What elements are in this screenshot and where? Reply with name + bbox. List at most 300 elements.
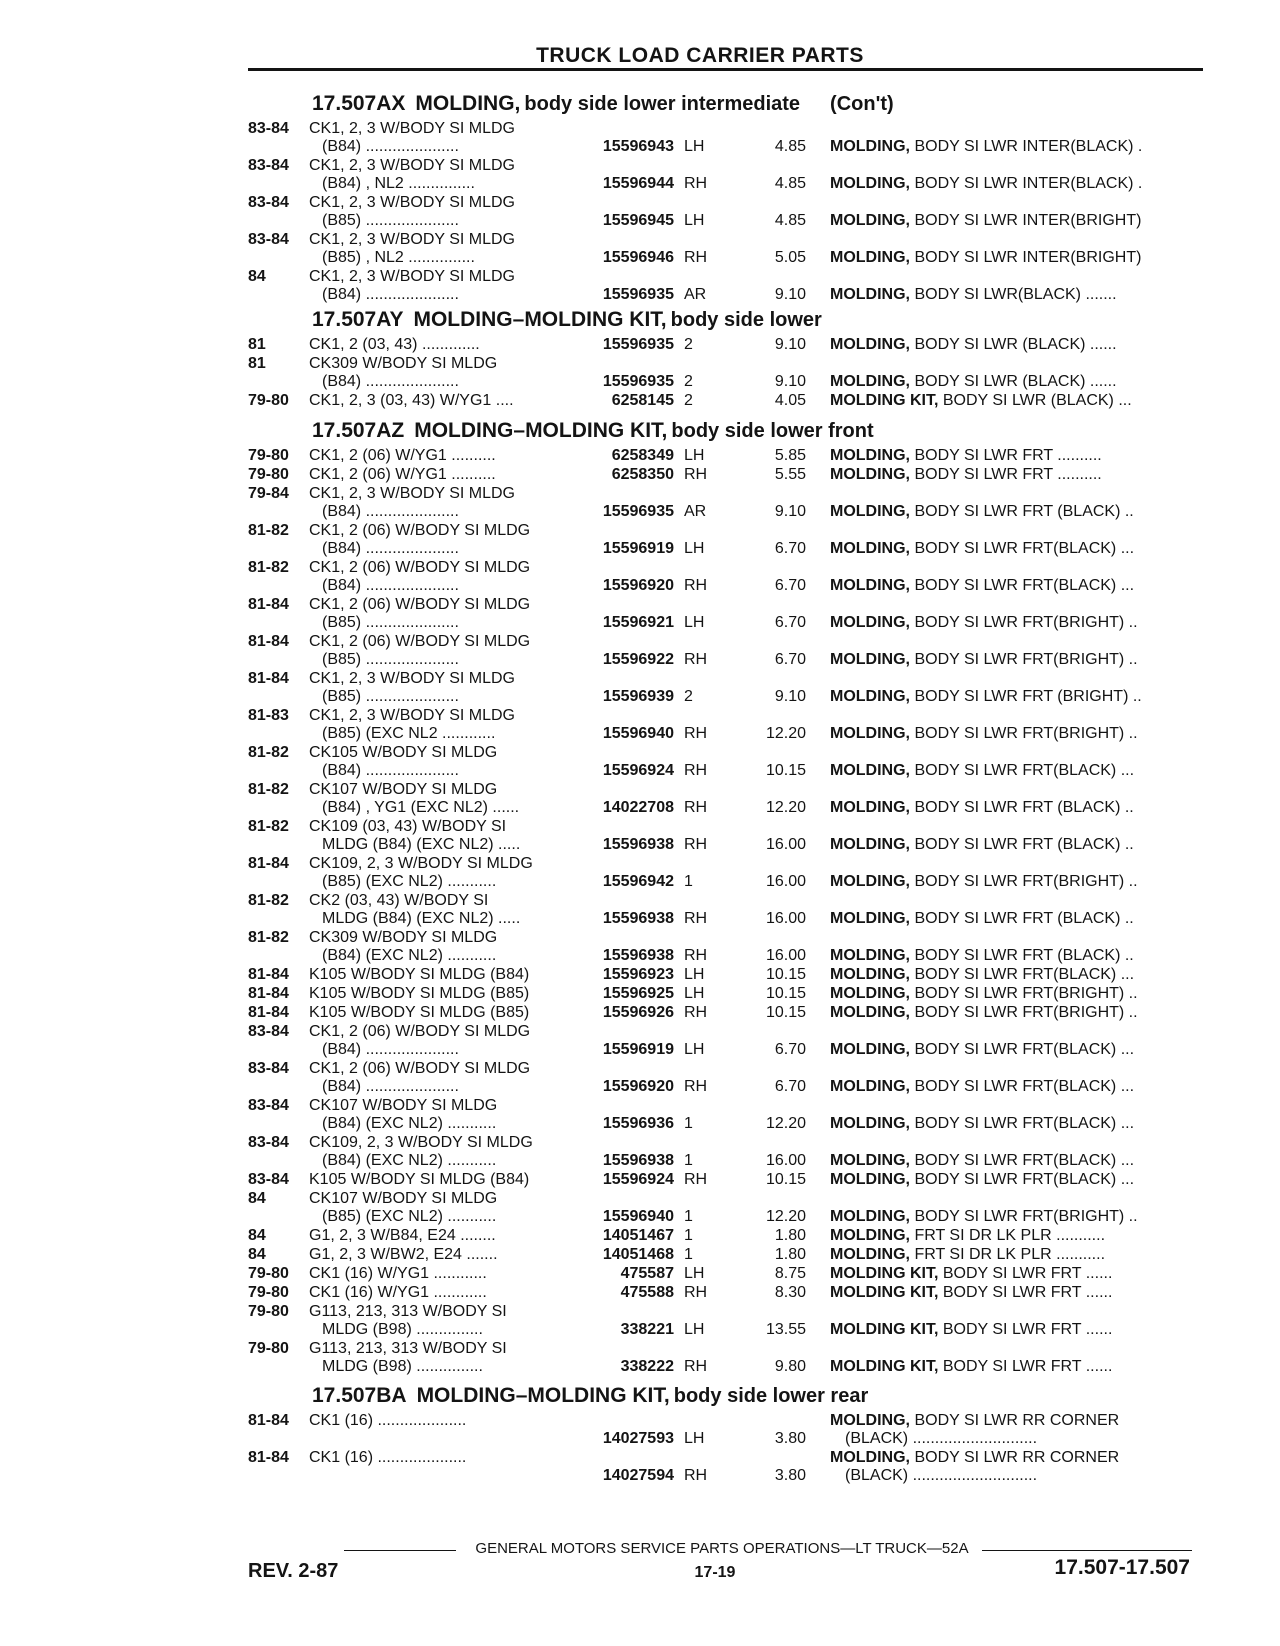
part-number: 15596923 bbox=[602, 966, 674, 983]
part-description bbox=[830, 1171, 1190, 1189]
list-price: 6.70 bbox=[774, 1078, 806, 1095]
model-year: 81-84 bbox=[248, 1004, 289, 1021]
part-description bbox=[830, 540, 1190, 558]
list-price: 6.70 bbox=[774, 1041, 806, 1058]
part-name: MOLDING, bbox=[830, 1115, 910, 1132]
part-number: 15596919 bbox=[602, 540, 674, 557]
quantity: 1 bbox=[684, 1208, 693, 1225]
part-number: 15596935 bbox=[602, 286, 674, 303]
part-name: MOLDING, bbox=[830, 947, 910, 964]
model-application: CK109, 2, 3 W/BODY SI MLDG bbox=[309, 1134, 533, 1151]
model-application: MLDG (B84) (EXC NL2) ..... bbox=[322, 910, 521, 927]
part-description bbox=[830, 138, 1190, 156]
model-year: 79-80 bbox=[248, 1265, 289, 1282]
part-description bbox=[830, 836, 1190, 854]
part-name: MOLDING, bbox=[830, 336, 910, 353]
description-text: BODY SI LWR FRT(BRIGHT) .. bbox=[910, 985, 1138, 1002]
part-name: MOLDING KIT, bbox=[830, 1358, 939, 1375]
quantity: RH bbox=[684, 762, 708, 779]
model-application: CK1, 2 (06) W/YG1 .......... bbox=[309, 466, 496, 483]
quantity: RH bbox=[684, 799, 708, 816]
model-year: 79-80 bbox=[248, 447, 289, 464]
parts-row bbox=[0, 231, 1280, 267]
part-name: MOLDING, bbox=[830, 447, 910, 464]
part-number: 15596925 bbox=[602, 985, 674, 1002]
part-description bbox=[830, 212, 1190, 230]
model-year: 84 bbox=[248, 1190, 266, 1207]
quantity: LH bbox=[684, 1321, 705, 1338]
part-description bbox=[830, 651, 1190, 669]
model-application: CK2 (03, 43) W/BODY SI bbox=[309, 892, 489, 909]
parts-row bbox=[0, 985, 1280, 1003]
model-application: CK309 W/BODY SI MLDG bbox=[309, 355, 498, 372]
model-application: CK1, 2 (06) W/BODY SI MLDG bbox=[309, 522, 531, 539]
quantity: 1 bbox=[684, 1152, 693, 1169]
quantity: 2 bbox=[684, 688, 693, 705]
quantity: LH bbox=[684, 1265, 705, 1282]
model-application: MLDG (B98) ............... bbox=[322, 1358, 483, 1375]
model-year: 81 bbox=[248, 336, 266, 353]
parts-row bbox=[0, 447, 1280, 465]
model-application: CK1, 2 (06) W/BODY SI MLDG bbox=[309, 633, 531, 650]
description-text: BODY SI LWR INTER(BRIGHT) bbox=[910, 249, 1142, 266]
model-year: 81-84 bbox=[248, 1449, 289, 1466]
part-name: MOLDING, bbox=[830, 614, 910, 631]
description-text: BODY SI LWR FRT ...... bbox=[938, 1358, 1113, 1375]
quantity: LH bbox=[684, 540, 705, 557]
part-number: 15596938 bbox=[602, 947, 674, 964]
parts-row bbox=[0, 120, 1280, 156]
model-application: K105 W/BODY SI MLDG (B85) bbox=[309, 985, 530, 1002]
description-text: BODY SI LWR FRT ...... bbox=[938, 1321, 1113, 1338]
model-application: G113, 213, 313 W/BODY SI bbox=[309, 1303, 507, 1320]
part-name: MOLDING, bbox=[830, 1004, 910, 1021]
description-text: BODY SI LWR INTER(BLACK) . bbox=[910, 138, 1143, 155]
part-description bbox=[830, 873, 1190, 891]
part-name: MOLDING, bbox=[830, 1152, 910, 1169]
model-application: (B84) ..................... bbox=[322, 286, 459, 303]
section-heading bbox=[312, 1384, 868, 1410]
part-number: 14051467 bbox=[602, 1227, 674, 1244]
model-year: 81 bbox=[248, 355, 266, 372]
part-description bbox=[830, 1449, 1190, 1467]
list-price: 10.15 bbox=[765, 985, 806, 1002]
part-number: 15596946 bbox=[602, 249, 674, 266]
section-heading bbox=[312, 92, 894, 118]
model-year: 83-84 bbox=[248, 1134, 289, 1151]
part-description bbox=[830, 1412, 1190, 1430]
section-description: body side lower rear bbox=[673, 1385, 869, 1407]
part-description bbox=[830, 1152, 1190, 1170]
part-number: 15596940 bbox=[602, 1208, 674, 1225]
part-description bbox=[845, 1430, 1190, 1448]
list-price: 1.80 bbox=[774, 1227, 806, 1244]
section-name: MOLDING, bbox=[415, 92, 521, 115]
list-price: 4.85 bbox=[774, 175, 806, 192]
page-number: 17-19 bbox=[694, 1564, 736, 1581]
parts-row bbox=[0, 596, 1280, 632]
footer-publisher: GENERAL MOTORS SERVICE PARTS OPERATIONS—LT TRUCK—52A bbox=[475, 1540, 969, 1557]
part-number: 15596919 bbox=[602, 1041, 674, 1058]
parts-row bbox=[0, 1023, 1280, 1059]
part-description bbox=[830, 1004, 1190, 1022]
model-application: CK1 (16) W/YG1 ............ bbox=[309, 1284, 487, 1301]
part-name: MOLDING, bbox=[830, 1412, 910, 1429]
quantity: LH bbox=[684, 985, 705, 1002]
model-application: (B84) ..................... bbox=[322, 503, 459, 520]
part-name: MOLDING KIT, bbox=[830, 392, 939, 409]
part-name: MOLDING, bbox=[830, 651, 910, 668]
list-price: 16.00 bbox=[765, 873, 806, 890]
quantity: RH bbox=[684, 175, 708, 192]
list-price: 16.00 bbox=[765, 910, 806, 927]
part-name: MOLDING, bbox=[830, 175, 910, 192]
model-application: (B85) ..................... bbox=[322, 212, 459, 229]
model-year: 81-83 bbox=[248, 707, 289, 724]
part-name: MOLDING, bbox=[830, 910, 910, 927]
quantity: RH bbox=[684, 910, 708, 927]
quantity: LH bbox=[684, 966, 705, 983]
model-application: (B85) , NL2 ............... bbox=[322, 249, 475, 266]
quantity: 1 bbox=[684, 1227, 693, 1244]
continued-label: (Con't) bbox=[830, 93, 894, 115]
part-description bbox=[830, 1321, 1190, 1339]
section-heading bbox=[312, 419, 874, 445]
model-application: CK105 W/BODY SI MLDG bbox=[309, 744, 498, 761]
model-application: CK1, 2 (03, 43) ............. bbox=[309, 336, 480, 353]
part-description bbox=[830, 447, 1190, 465]
part-name: MOLDING, bbox=[830, 1449, 910, 1466]
part-name: MOLDING, bbox=[830, 799, 910, 816]
part-description bbox=[830, 614, 1190, 632]
description-text: BODY SI LWR FRT ...... bbox=[938, 1265, 1113, 1282]
parts-row bbox=[0, 268, 1280, 304]
model-year: 79-80 bbox=[248, 466, 289, 483]
model-application: CK1, 2 (06) W/BODY SI MLDG bbox=[309, 596, 531, 613]
parts-row bbox=[0, 336, 1280, 354]
list-price: 9.10 bbox=[774, 503, 806, 520]
model-application: (B84) (EXC NL2) ........... bbox=[322, 1152, 497, 1169]
model-application: CK1, 2, 3 W/BODY SI MLDG bbox=[309, 120, 515, 137]
model-year: 79-80 bbox=[248, 1284, 289, 1301]
parts-row bbox=[0, 670, 1280, 706]
model-application: K105 W/BODY SI MLDG (B84) bbox=[309, 1171, 530, 1188]
model-application: CK1 (16) W/YG1 ............ bbox=[309, 1265, 487, 1282]
model-application: MLDG (B84) (EXC NL2) ..... bbox=[322, 836, 521, 853]
parts-row bbox=[0, 707, 1280, 743]
model-year: 81-84 bbox=[248, 985, 289, 1002]
parts-row bbox=[0, 485, 1280, 521]
quantity: RH bbox=[684, 1171, 708, 1188]
section-number: 17.507AY bbox=[312, 308, 404, 331]
parts-row bbox=[0, 744, 1280, 780]
model-application: CK1, 2, 3 W/BODY SI MLDG bbox=[309, 670, 515, 687]
list-price: 9.10 bbox=[774, 336, 806, 353]
parts-row bbox=[0, 1171, 1280, 1189]
section-description: body side lower intermediate bbox=[524, 93, 801, 115]
part-number: 15596938 bbox=[602, 836, 674, 853]
list-price: 4.85 bbox=[774, 138, 806, 155]
model-application: (B84) ..................... bbox=[322, 373, 459, 390]
model-application: (B85) (EXC NL2 ............ bbox=[322, 725, 496, 742]
revision-label: REV. 2-87 bbox=[248, 1560, 339, 1582]
quantity: LH bbox=[684, 1430, 705, 1447]
quantity: LH bbox=[684, 138, 705, 155]
part-number: 14027594 bbox=[602, 1467, 674, 1484]
part-name: MOLDING, bbox=[830, 1227, 910, 1244]
list-price: 8.75 bbox=[774, 1265, 806, 1282]
part-name: MOLDING KIT, bbox=[830, 1284, 939, 1301]
model-year: 81-84 bbox=[248, 855, 289, 872]
description-text: BODY SI LWR FRT (BLACK) .. bbox=[910, 910, 1134, 927]
part-number: 14027593 bbox=[602, 1430, 674, 1447]
quantity: 1 bbox=[684, 1115, 693, 1132]
model-application: MLDG (B98) ............... bbox=[322, 1321, 483, 1338]
list-price: 10.15 bbox=[765, 966, 806, 983]
description-text: BODY SI LWR FRT(BRIGHT) .. bbox=[910, 1004, 1138, 1021]
model-year: 79-80 bbox=[248, 1340, 289, 1357]
list-price: 9.10 bbox=[774, 286, 806, 303]
part-name: MOLDING, bbox=[830, 503, 910, 520]
part-number: 15596944 bbox=[602, 175, 674, 192]
part-name: MOLDING, bbox=[830, 1171, 910, 1188]
model-application: G113, 213, 313 W/BODY SI bbox=[309, 1340, 507, 1357]
model-application: CK1, 2, 3 W/BODY SI MLDG bbox=[309, 485, 515, 502]
model-application: CK1 (16) .................... bbox=[309, 1449, 467, 1466]
description-text: BODY SI LWR FRT(BRIGHT) .. bbox=[910, 873, 1138, 890]
quantity: RH bbox=[684, 1078, 708, 1095]
parts-row bbox=[0, 929, 1280, 965]
description-text: FRT SI DR LK PLR ........... bbox=[910, 1227, 1106, 1244]
list-price: 12.20 bbox=[765, 799, 806, 816]
quantity: 1 bbox=[684, 873, 693, 890]
model-application: CK1, 2, 3 W/BODY SI MLDG bbox=[309, 157, 515, 174]
part-name: MOLDING, bbox=[830, 466, 910, 483]
list-price: 13.55 bbox=[765, 1321, 806, 1338]
list-price: 6.70 bbox=[774, 651, 806, 668]
model-application: CK107 W/BODY SI MLDG bbox=[309, 1097, 498, 1114]
parts-row bbox=[0, 392, 1280, 410]
part-number: 15596940 bbox=[602, 725, 674, 742]
part-number: 15596938 bbox=[602, 910, 674, 927]
part-name: MOLDING, bbox=[830, 725, 910, 742]
parts-row bbox=[0, 1097, 1280, 1133]
model-application: (B85) ..................... bbox=[322, 651, 459, 668]
section-range: 17.507-17.507 bbox=[1054, 1556, 1190, 1579]
part-name: MOLDING, bbox=[830, 212, 910, 229]
model-year: 84 bbox=[248, 268, 266, 285]
parts-row bbox=[0, 1004, 1280, 1022]
parts-row bbox=[0, 966, 1280, 984]
list-price: 12.20 bbox=[765, 1208, 806, 1225]
part-name: MOLDING, bbox=[830, 762, 910, 779]
section-number: 17.507AX bbox=[312, 92, 406, 115]
part-description bbox=[830, 947, 1190, 965]
model-year: 81-82 bbox=[248, 744, 289, 761]
list-price: 12.20 bbox=[765, 725, 806, 742]
model-application: CK1, 2, 3 W/BODY SI MLDG bbox=[309, 268, 515, 285]
model-year: 81-84 bbox=[248, 966, 289, 983]
quantity: 2 bbox=[684, 373, 693, 390]
part-number: 15596920 bbox=[602, 1078, 674, 1095]
list-price: 16.00 bbox=[765, 836, 806, 853]
part-name: MOLDING, bbox=[830, 985, 910, 1002]
description-text: BODY SI LWR FRT(BLACK) ... bbox=[910, 1078, 1135, 1095]
part-description bbox=[830, 688, 1190, 706]
part-description bbox=[830, 762, 1190, 780]
part-description bbox=[830, 1115, 1190, 1133]
description-text: BODY SI LWR FRT (BLACK) .. bbox=[910, 836, 1134, 853]
part-number: 15596936 bbox=[602, 1115, 674, 1132]
section-number: 17.507BA bbox=[312, 1384, 407, 1407]
part-name: MOLDING, bbox=[830, 373, 910, 390]
model-year: 83-84 bbox=[248, 157, 289, 174]
description-text: BODY SI LWR FRT (BRIGHT) .. bbox=[910, 688, 1142, 705]
footer-rule-left bbox=[344, 1550, 456, 1551]
part-description bbox=[830, 577, 1190, 595]
part-number: 15596943 bbox=[602, 138, 674, 155]
model-application: CK1, 2, 3 W/BODY SI MLDG bbox=[309, 231, 515, 248]
part-number: 14051468 bbox=[602, 1246, 674, 1263]
model-application: CK1 (16) .................... bbox=[309, 1412, 467, 1429]
description-text: BODY SI LWR FRT (BLACK) .. bbox=[910, 503, 1134, 520]
model-year: 83-84 bbox=[248, 1023, 289, 1040]
quantity: RH bbox=[684, 725, 708, 742]
model-application: K105 W/BODY SI MLDG (B85) bbox=[309, 1004, 530, 1021]
part-description bbox=[830, 966, 1190, 984]
quantity: RH bbox=[684, 947, 708, 964]
model-application: (B84) , NL2 ............... bbox=[322, 175, 475, 192]
part-name: MOLDING, bbox=[830, 966, 910, 983]
model-year: 83-84 bbox=[248, 120, 289, 137]
part-number: 14022708 bbox=[602, 799, 674, 816]
parts-row bbox=[0, 194, 1280, 230]
part-description bbox=[830, 373, 1190, 391]
part-description bbox=[830, 1246, 1190, 1264]
quantity: LH bbox=[684, 212, 705, 229]
model-application: (B84) ..................... bbox=[322, 577, 459, 594]
part-number: 15596935 bbox=[602, 336, 674, 353]
description-text: BODY SI LWR FRT (BLACK) .. bbox=[910, 799, 1134, 816]
description-text: BODY SI LWR FRT(BLACK) ... bbox=[910, 577, 1135, 594]
model-application: CK1, 2 (06) W/YG1 .......... bbox=[309, 447, 496, 464]
section-name: MOLDING–MOLDING KIT, bbox=[414, 419, 668, 442]
quantity: 2 bbox=[684, 336, 693, 353]
model-application: (B85) (EXC NL2) ........... bbox=[322, 873, 497, 890]
model-year: 83-84 bbox=[248, 1097, 289, 1114]
parts-row bbox=[0, 1265, 1280, 1283]
quantity: RH bbox=[684, 1467, 708, 1484]
parts-row bbox=[0, 1190, 1280, 1226]
part-number: 15596935 bbox=[602, 373, 674, 390]
part-description bbox=[830, 466, 1190, 484]
model-year: 83-84 bbox=[248, 1171, 289, 1188]
quantity: AR bbox=[684, 286, 707, 303]
part-name: MOLDING, bbox=[830, 688, 910, 705]
parts-row bbox=[0, 818, 1280, 854]
section-description: body side lower front bbox=[671, 420, 874, 442]
model-application: (B84) , YG1 (EXC NL2) ...... bbox=[322, 799, 520, 816]
model-year: 81-82 bbox=[248, 892, 289, 909]
description-text: BODY SI LWR (BLACK) ...... bbox=[910, 336, 1117, 353]
part-number: 15596939 bbox=[602, 688, 674, 705]
quantity: RH bbox=[684, 577, 708, 594]
quantity: RH bbox=[684, 1004, 708, 1021]
section-name: MOLDING–MOLDING KIT, bbox=[413, 308, 667, 331]
description-text: BODY SI LWR FRT .......... bbox=[910, 447, 1102, 464]
description-text: BODY SI LWR FRT(BRIGHT) .. bbox=[910, 725, 1138, 742]
part-number: 338222 bbox=[620, 1358, 674, 1375]
description-text: BODY SI LWR FRT ...... bbox=[938, 1284, 1113, 1301]
list-price: 1.80 bbox=[774, 1246, 806, 1263]
quantity: RH bbox=[684, 1358, 708, 1375]
model-application: (B84) (EXC NL2) ........... bbox=[322, 947, 497, 964]
model-application: (B84) ..................... bbox=[322, 540, 459, 557]
page-title: TRUCK LOAD CARRIER PARTS bbox=[536, 44, 864, 67]
model-application: CK1, 2 (06) W/BODY SI MLDG bbox=[309, 559, 531, 576]
description-text: BODY SI LWR FRT(BRIGHT) .. bbox=[910, 651, 1138, 668]
list-price: 16.00 bbox=[765, 947, 806, 964]
model-application: CK1, 2, 3 W/BODY SI MLDG bbox=[309, 707, 515, 724]
parts-row bbox=[0, 1449, 1280, 1485]
model-application: CK109, 2, 3 W/BODY SI MLDG bbox=[309, 855, 533, 872]
model-application: CK309 W/BODY SI MLDG bbox=[309, 929, 498, 946]
model-year: 81-82 bbox=[248, 818, 289, 835]
section-description: body side lower bbox=[670, 309, 822, 331]
model-year: 84 bbox=[248, 1246, 266, 1263]
quantity: AR bbox=[684, 503, 707, 520]
list-price: 10.15 bbox=[765, 762, 806, 779]
part-description bbox=[830, 1358, 1190, 1376]
description-text: BODY SI LWR FRT (BLACK) .. bbox=[910, 947, 1134, 964]
parts-row bbox=[0, 355, 1280, 391]
part-number: 6258350 bbox=[611, 466, 674, 483]
model-application: (B84) (EXC NL2) ........... bbox=[322, 1115, 497, 1132]
part-name: MOLDING, bbox=[830, 1078, 910, 1095]
description-text: FRT SI DR LK PLR ........... bbox=[910, 1246, 1106, 1263]
list-price: 12.20 bbox=[765, 1115, 806, 1132]
list-price: 6.70 bbox=[774, 614, 806, 631]
part-number: 15596921 bbox=[602, 614, 674, 631]
parts-row bbox=[0, 1227, 1280, 1245]
model-application: (B84) ..................... bbox=[322, 138, 459, 155]
part-description bbox=[830, 392, 1190, 410]
part-name: MOLDING, bbox=[830, 836, 910, 853]
quantity: RH bbox=[684, 836, 708, 853]
part-description bbox=[830, 1208, 1190, 1226]
description-text: BODY SI LWR FRT(BRIGHT) .. bbox=[910, 614, 1138, 631]
list-price: 6.70 bbox=[774, 577, 806, 594]
part-description bbox=[830, 1041, 1190, 1059]
part-description bbox=[830, 336, 1190, 354]
parts-row bbox=[0, 157, 1280, 193]
part-name: MOLDING KIT, bbox=[830, 1321, 939, 1338]
model-year: 83-84 bbox=[248, 1060, 289, 1077]
part-name: MOLDING, bbox=[830, 577, 910, 594]
model-application: CK1, 2, 3 (03, 43) W/YG1 .... bbox=[309, 392, 514, 409]
description-text: BODY SI LWR INTER(BRIGHT) bbox=[910, 212, 1142, 229]
model-application: CK1, 2 (06) W/BODY SI MLDG bbox=[309, 1023, 531, 1040]
header-rule bbox=[248, 68, 1203, 71]
list-price: 5.05 bbox=[774, 249, 806, 266]
description-text: BODY SI LWR FRT(BLACK) ... bbox=[910, 1041, 1135, 1058]
description-text: BODY SI LWR FRT(BLACK) ... bbox=[910, 540, 1135, 557]
description-text: BODY SI LWR RR CORNER bbox=[910, 1449, 1120, 1466]
parts-row bbox=[0, 1060, 1280, 1096]
parts-row bbox=[0, 522, 1280, 558]
description-text: BODY SI LWR FRT(BRIGHT) .. bbox=[910, 1208, 1138, 1225]
parts-row bbox=[0, 892, 1280, 928]
